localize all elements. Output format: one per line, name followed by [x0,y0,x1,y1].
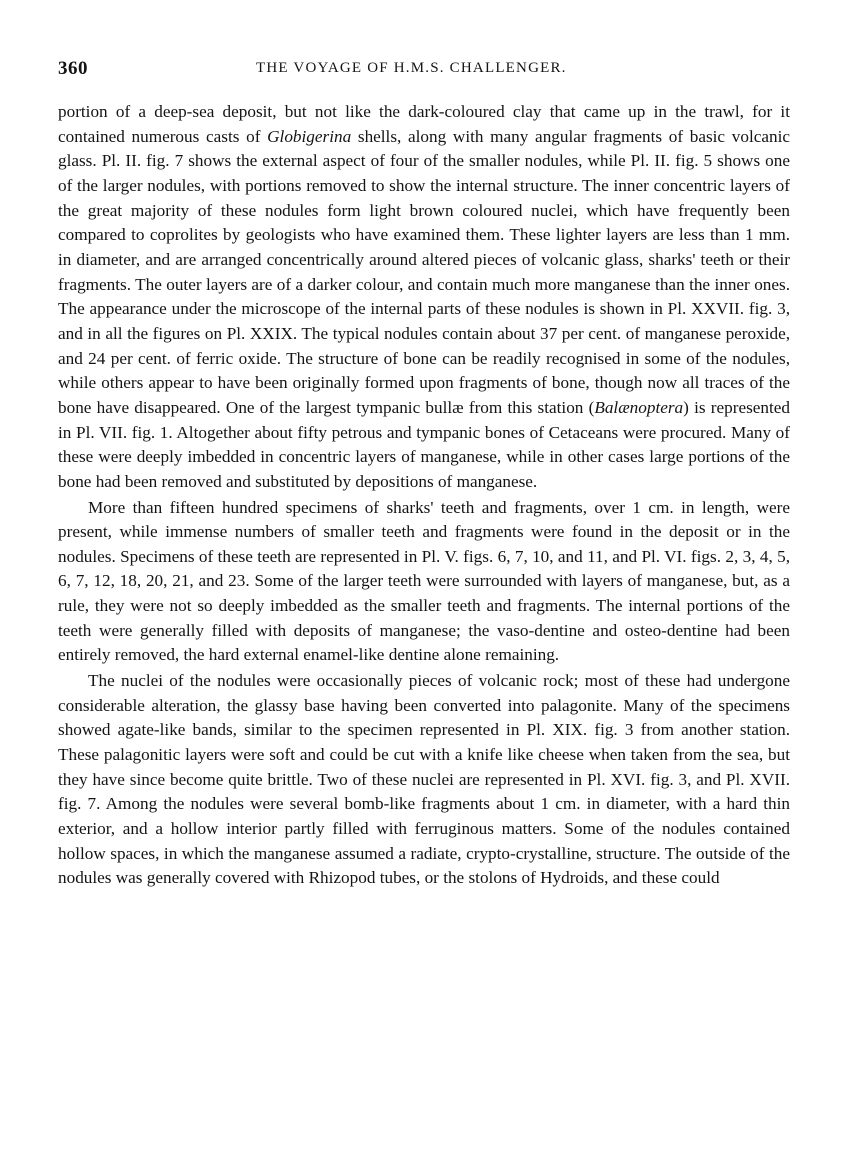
paragraph-1-genus-globigerina: Globigerina [267,126,352,146]
running-title: THE VOYAGE OF H.M.S. CHALLENGER. [256,60,567,76]
paragraph-1 [58,100,790,495]
paragraph-1-text-e: ) is represented in Pl. VII. fig. 1. Altogether about fifty petrous and tympanic bones of Cetaceans were procured. Many of these were deeply imbedded in concentric layers of manganese, while in other cases large portions of the bone had been removed and substituted by depositions of manganese. [58,397,790,491]
paragraph-3: The nuclei of the nodules were occasionally pieces of volcanic rock; most of these had undergone considerable alteration, the glassy base having been converted into palagonite. Many of the specimens showed agate-like bands, similar to the specimen represented in Pl. XIX. fig. 3 from another station. These palagonitic layers were soft and could be cut with a knife like cheese when taken from the sea, but they have since become quite brittle. Two of these nuclei are represented in Pl. XVI. fig. 3, and Pl. XVII. fig. 7. Among the nodules were several bomb-like fragments about 1 cm. in diameter, with a hard thin exterior, and a hollow interior partly filled with ferruginous matters. Some of the nodules contained hollow spaces, in which the manganese assumed a radiate, crypto-crystalline, structure. The outside of the nodules was generally covered with Rhizopod tubes, or the stolons of Hydroids, and these could [58,671,790,888]
paragraph-1-text-c: shells, along with many angular fragments of basic volcanic glass. Pl. II. fig. 7 shows the external aspect of four of the smaller nodules, while Pl. II. fig. 5 shows one of the larger nodules, with portions removed to show the internal structure. The inner concentric layers of the great majority of these nodules form light brown coloured nuclei, which have frequently been compared to coprolites by geologists who have examined them. These lighter layers are less than 1 mm. in diameter, and are arranged concentrically around altered pieces of volcanic glass, sharks' teeth or their fragments. The outer layers are of a darker colour, and contain much more manganese than the inner ones. The appearance under the microscope of the internal parts of these nodules is shown in Pl. XXVII. fig. 3, and in all the figures on Pl. XXIX. The typical nodules contain about 37 per cent. of manganese peroxide, and 24 per cent. of ferric oxide. The structure of bone can be readily recognised in some of the nodules, while others appear to have been originally formed upon fragments of bone, though now all traces of the bone have disappeared. One of the largest tympanic bullæ from this station ( [58,126,790,417]
page-number: 360 [58,58,88,79]
book-page [58,58,790,891]
paragraph-1-genus-balaenoptera: Balænoptera [594,397,684,417]
page-header [58,58,790,88]
paragraph-1-text-a: portion of a deep-sea deposit, but not like the dark-coloured clay that came up in the trawl, for it contained numerous casts of [58,102,790,146]
paragraph-2: More than fifteen hundred specimens of sharks' teeth and fragments, over 1 cm. in length, were present, while immense numbers of smaller teeth and fragments were found in the deposit or in the nodules. Specimens of these teeth are represented in Pl. V. figs. 6, 7, 10, and 11, and Pl. VI. figs. 2, 3, 4, 5, 6, 7, 12, 18, 20, 21, and 23. Some of the larger teeth were surrounded with layers of manganese, but, as a rule, they were not so deeply imbedded as the smaller teeth and fragments. The internal portions of the teeth were generally filled with deposits of manganese; the vaso-dentine and osteo-dentine had been entirely removed, the hard external enamel-like dentine alone remaining. [58,497,790,665]
